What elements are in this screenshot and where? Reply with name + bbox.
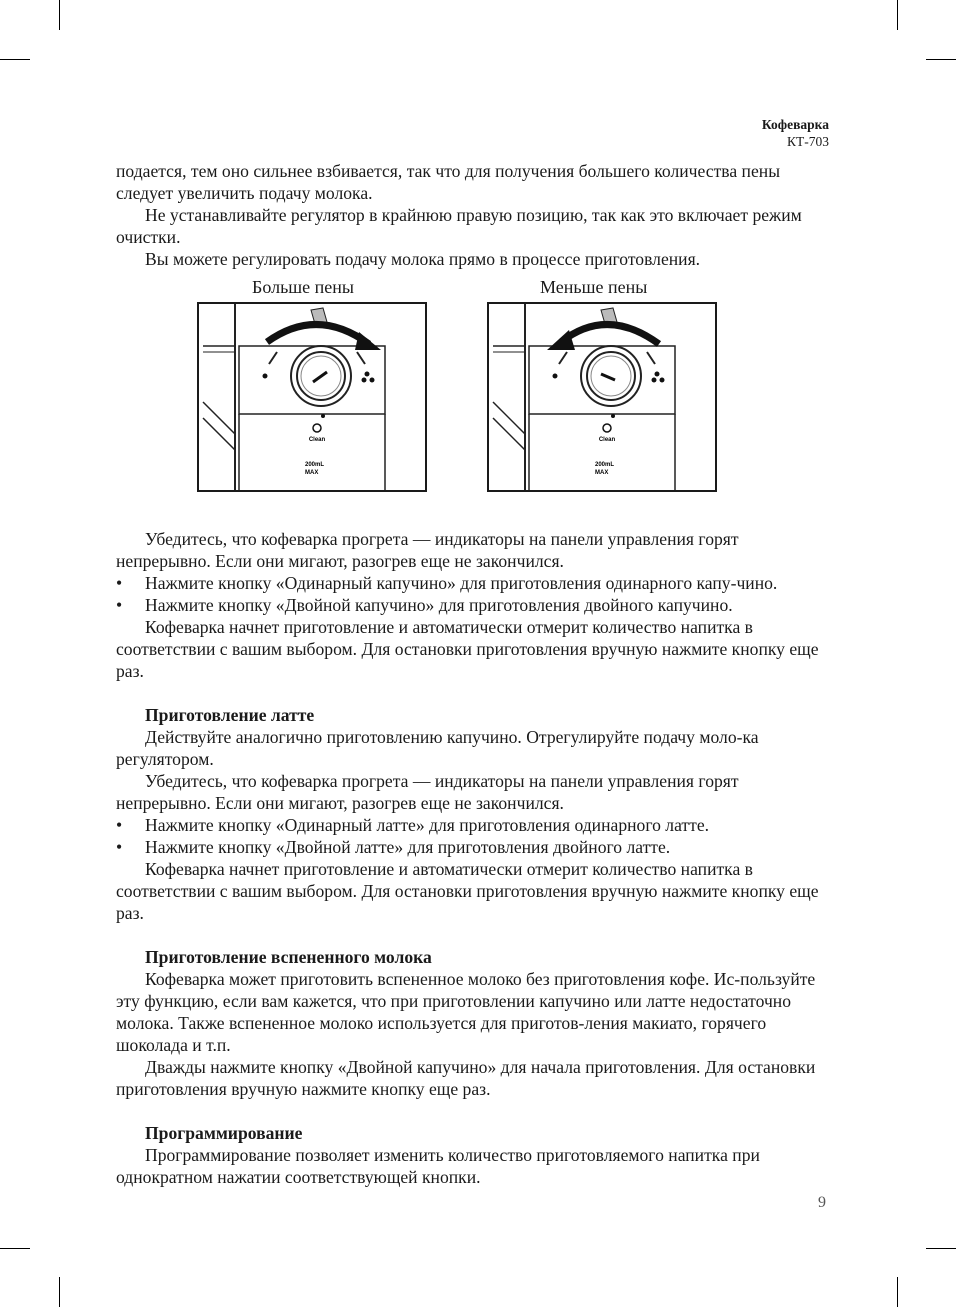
clean-label: Clean	[598, 437, 616, 443]
header-model: КТ-703	[787, 134, 829, 149]
panel-less-foam	[487, 302, 717, 492]
running-header	[762, 116, 829, 150]
paragraph: Кофеварка может приготовить вспененное молоко без приготовления кофе. Ис-пользуйте эту функцию, если вам кажется, что при приготовлении капучино или латте недостаточно молока. Также вспененное молоко используется для приготов-ления макиато, горячего шоколада и т.п.	[116, 969, 816, 1055]
bullet-text: Нажмите кнопку «Двойной капучино» для приготовления двойного капучино.	[145, 595, 733, 615]
figure-label-less-foam: Меньше пены	[540, 277, 648, 297]
max-mark: MAX	[595, 470, 609, 476]
paragraph: Вы можете регулировать подачу молока прямо в процессе приготовления.	[145, 249, 701, 269]
paragraph: Убедитесь, что кофеварка прогрета — индикаторы на панели управления горят непрерывно. Если они мигают, разогрев еще не закончился.	[116, 529, 739, 571]
bullet-item	[116, 836, 832, 858]
paragraph: Программирование позволяет изменить количество приготовляемого напитка при однократном нажатии соответствующей кнопки.	[116, 1145, 760, 1187]
crop-mark	[897, 0, 898, 30]
bullet-text: Нажмите кнопку «Одинарный латте» для приготовления одинарного латте.	[145, 815, 710, 835]
crop-mark	[926, 1248, 956, 1249]
bullet-dot: •	[116, 573, 123, 593]
panel-more-foam	[197, 302, 427, 492]
page-content	[116, 160, 832, 1188]
bullet-item	[116, 814, 832, 836]
paragraph: Кофеварка начнет приготовление и автоматически отмерит количество напитка в соответствии с вашим выбором. Для остановки приготовления вручную нажмите кнопку еще раз.	[116, 617, 819, 681]
crop-mark	[0, 59, 30, 60]
section-heading-latte: Приготовление латте	[145, 705, 315, 725]
paragraph: подается, тем оно сильнее взбивается, так что для получения большего количества пены следует увеличить подачу молока.	[116, 161, 781, 203]
crop-mark	[897, 1277, 898, 1307]
section-heading-programming: Программирование	[145, 1123, 303, 1143]
paragraph: Кофеварка начнет приготовление и автоматически отмерит количество напитка в соответствии с вашим выбором. Для остановки приготовления вручную нажмите кнопку еще раз.	[116, 859, 819, 923]
figure-label-more-foam: Больше пены	[252, 277, 354, 297]
volume-mark: 200mL	[595, 462, 615, 468]
paragraph: Дважды нажмите кнопку «Двойной капучино» для начала приготовления. Для остановки приготовления вручную нажмите кнопку еще раз.	[116, 1057, 816, 1099]
bullet-dot: •	[116, 837, 123, 857]
volume-mark: 200mL	[305, 462, 325, 468]
clean-label: Clean	[308, 437, 326, 443]
bullet-dot: •	[116, 595, 123, 615]
bullet-item	[116, 594, 832, 616]
bullet-item	[116, 572, 832, 594]
crop-mark	[0, 1248, 30, 1249]
crop-mark	[926, 59, 956, 60]
crop-mark	[59, 1277, 60, 1307]
paragraph: Действуйте аналогично приготовлению капучино. Отрегулируйте подачу моло-ка регулятором.	[116, 727, 759, 769]
bullet-text: Нажмите кнопку «Одинарный капучино» для приготовления одинарного капу-чино.	[145, 573, 778, 593]
max-mark: MAX	[305, 470, 319, 476]
machine-illustration	[489, 304, 715, 490]
crop-mark	[59, 0, 60, 30]
paragraph: Не устанавливайте регулятор в крайнюю правую позицию, так как это включает режим очистки.	[116, 205, 802, 247]
paragraph: Убедитесь, что кофеварка прогрета — индикаторы на панели управления горят непрерывно. Если они мигают, разогрев еще не закончился.	[116, 771, 739, 813]
section-heading-foam: Приготовление вспененного молока	[145, 947, 432, 967]
regulator-figure	[116, 270, 832, 528]
page-number: 9	[818, 1194, 826, 1211]
bullet-dot: •	[116, 815, 123, 835]
machine-illustration	[199, 304, 425, 490]
bullet-text: Нажмите кнопку «Двойной латте» для приготовления двойного латте.	[145, 837, 671, 857]
header-title: Кофеварка	[761, 117, 829, 132]
